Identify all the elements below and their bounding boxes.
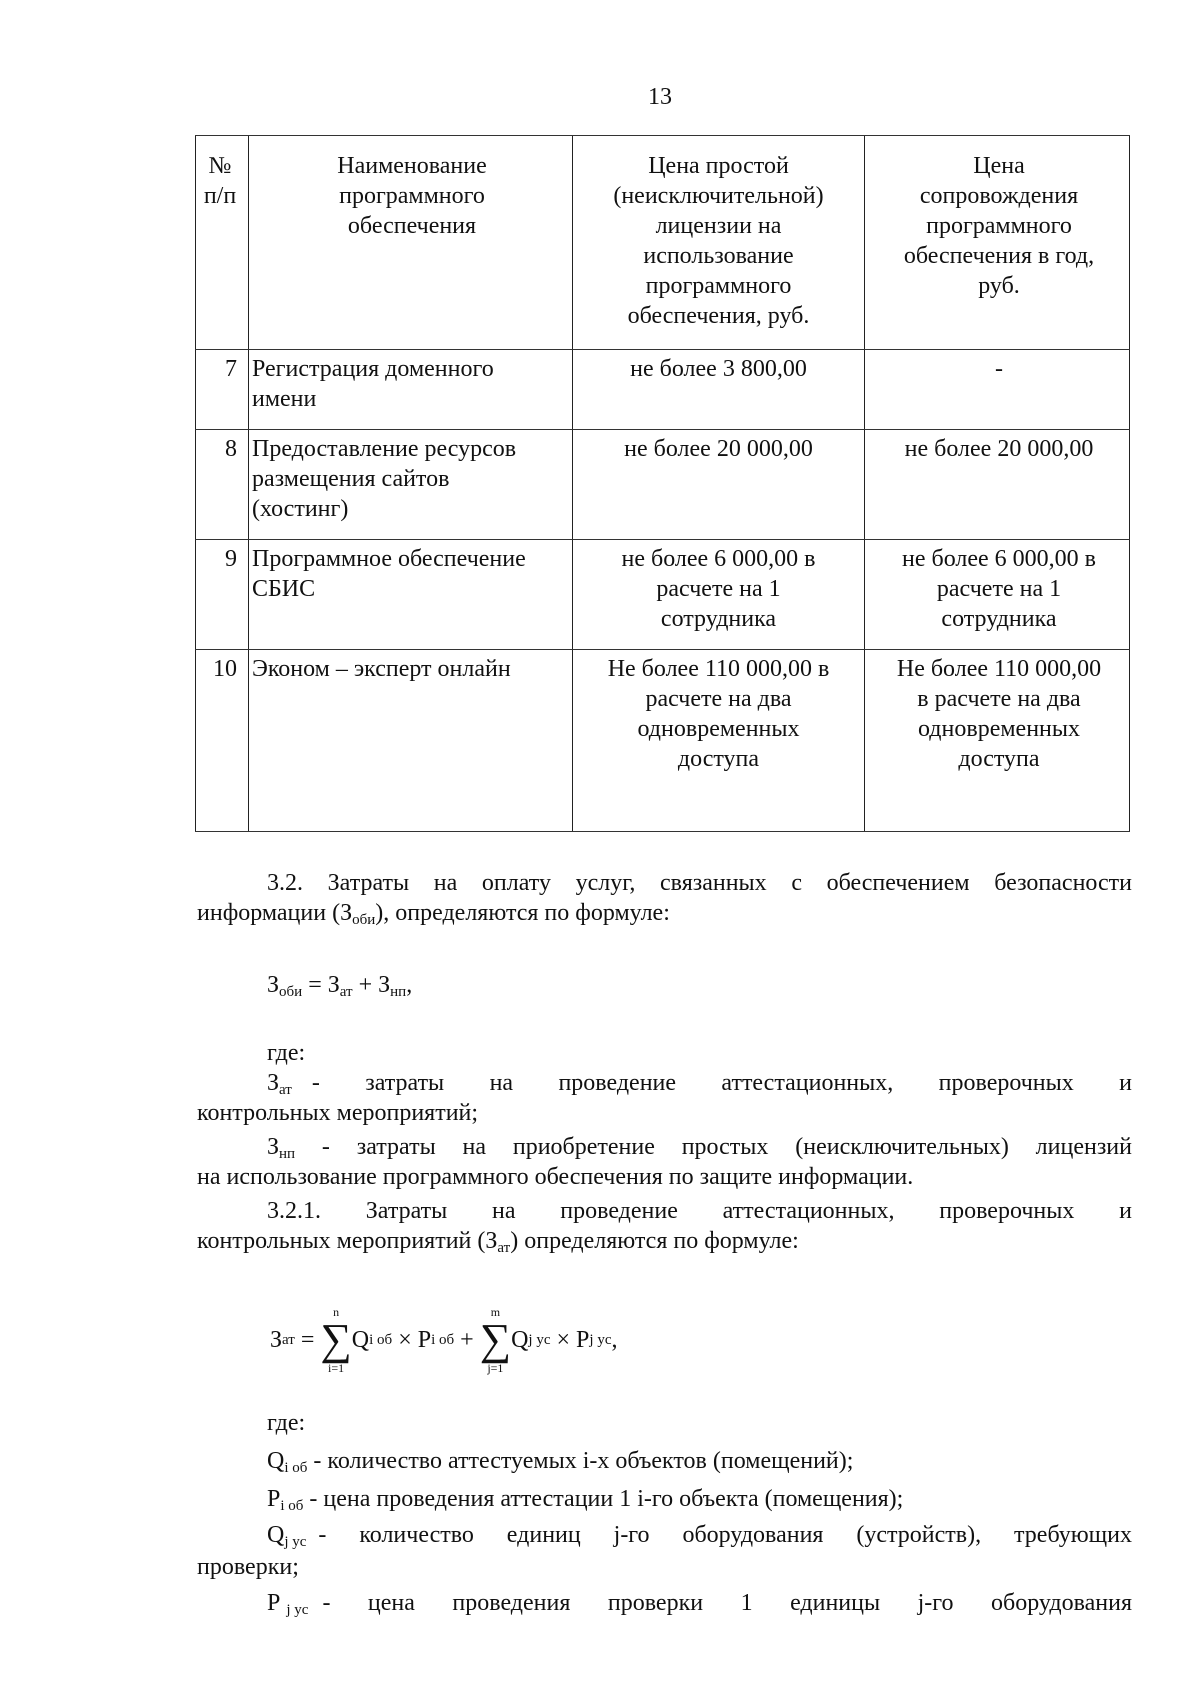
row-7-support: - xyxy=(995,356,1003,382)
row-9-support: не более 6 000,00 в расчете на 1 сотрудника xyxy=(901,546,1096,632)
row-7-price: не более 3 800,00 xyxy=(630,356,807,382)
def-pjus-line-1: P $_{j ус}$ - цена проведения проверки 1 единицы j-го оборудования xyxy=(267,1590,1132,1618)
row-7-num: 7 xyxy=(225,356,237,382)
header-support: Цена сопровождения программного обеспечения в год, руб. xyxy=(903,153,1095,299)
where-label: где: xyxy=(267,1040,306,1066)
table-divider xyxy=(864,135,865,832)
def-zat-line-2: контрольных мероприятий; xyxy=(197,1100,479,1126)
header-num: № п/п xyxy=(203,153,237,209)
row-10-num: 10 xyxy=(213,656,237,682)
table-border-top xyxy=(195,135,1130,136)
section-3-2-line-2: информации $(З_{оби})$, определяются по формуле: xyxy=(197,900,670,928)
def-znp-line-2: на использование программного обеспечения по защите информации. xyxy=(197,1164,914,1190)
table-row-divider xyxy=(195,539,1130,540)
software-price-table xyxy=(195,135,1130,832)
row-7-name: Регистрация доменного имени xyxy=(252,356,494,412)
section-3-2-line-1: 3.2. Затраты на оплату услуг, связанных с обеспечением безопасности xyxy=(267,870,1132,896)
row-8-num: 8 xyxy=(225,436,237,462)
where-label-2: где: xyxy=(267,1410,306,1436)
def-qjus-line-2: проверки; xyxy=(197,1554,299,1580)
table-border-left xyxy=(195,135,196,832)
table-border-bottom xyxy=(195,831,1130,832)
formula-zat: З ат = n ∑ i=1 Q i об × P i об + m ∑ j=1 Q j ус × P j ус , xyxy=(270,1305,618,1375)
row-9-num: 9 xyxy=(225,546,237,572)
row-9-price: не более 6 000,00 в расчете на 1 сотрудника xyxy=(621,546,816,632)
def-zat-line-1: $З_{ат}$ - затраты на проведение аттестационных, проверочных и xyxy=(267,1070,1132,1098)
def-qjus-line-1: $Q_{j ус}$ - количество единиц j-го оборудования (устройств), требующих xyxy=(267,1522,1132,1550)
table-row-divider xyxy=(195,349,1130,350)
sum-symbol-1: n ∑ i=1 xyxy=(320,1305,352,1375)
row-10-price: Не более 110 000,00 в расчете на два одновременных доступа xyxy=(607,656,830,772)
section-3-2-1-line-1: 3.2.1. Затраты на проведение аттестационных, проверочных и xyxy=(267,1198,1132,1224)
table-row-divider xyxy=(195,429,1130,430)
sum-symbol-2: m ∑ j=1 xyxy=(479,1305,512,1375)
row-9-name: Программное обеспечение СБИС xyxy=(252,546,526,602)
header-name: Наименование программного обеспечения xyxy=(337,153,487,239)
row-8-price: не более 20 000,00 xyxy=(624,436,813,462)
row-10-support: Не более 110 000,00 в расчете на два одновременных доступа xyxy=(896,656,1102,772)
page-number: 13 xyxy=(648,84,672,110)
def-qiob: $Q_{i об}$ - количество аттестуемых i-х объектов (помещений); xyxy=(267,1448,854,1476)
table-divider xyxy=(572,135,573,832)
row-8-support: не более 20 000,00 xyxy=(904,436,1094,462)
table-row-divider xyxy=(195,649,1130,650)
def-piob: $P_{i об}$ - цена проведения аттестации 1 i-го объекта (помещения); xyxy=(267,1486,904,1514)
header-price: Цена простой (неисключительной) лицензии на использование программного обеспечения, руб. xyxy=(613,153,824,329)
def-znp-line-1: $З_{нп}$ - затраты на приобретение простых (неисключительных) лицензий xyxy=(267,1134,1132,1162)
row-8-name: Предоставление ресурсов размещения сайтов (хостинг) xyxy=(252,436,517,522)
formula-zobi: $З_{оби} = З_{ат} + З_{нп}$, xyxy=(267,972,413,1000)
row-10-name: Эконом – эксперт онлайн xyxy=(252,656,511,682)
section-3-2-1-line-2: контрольных мероприятий $(З_{ат})$ определяются по формуле: xyxy=(197,1228,799,1256)
table-divider xyxy=(248,135,249,832)
